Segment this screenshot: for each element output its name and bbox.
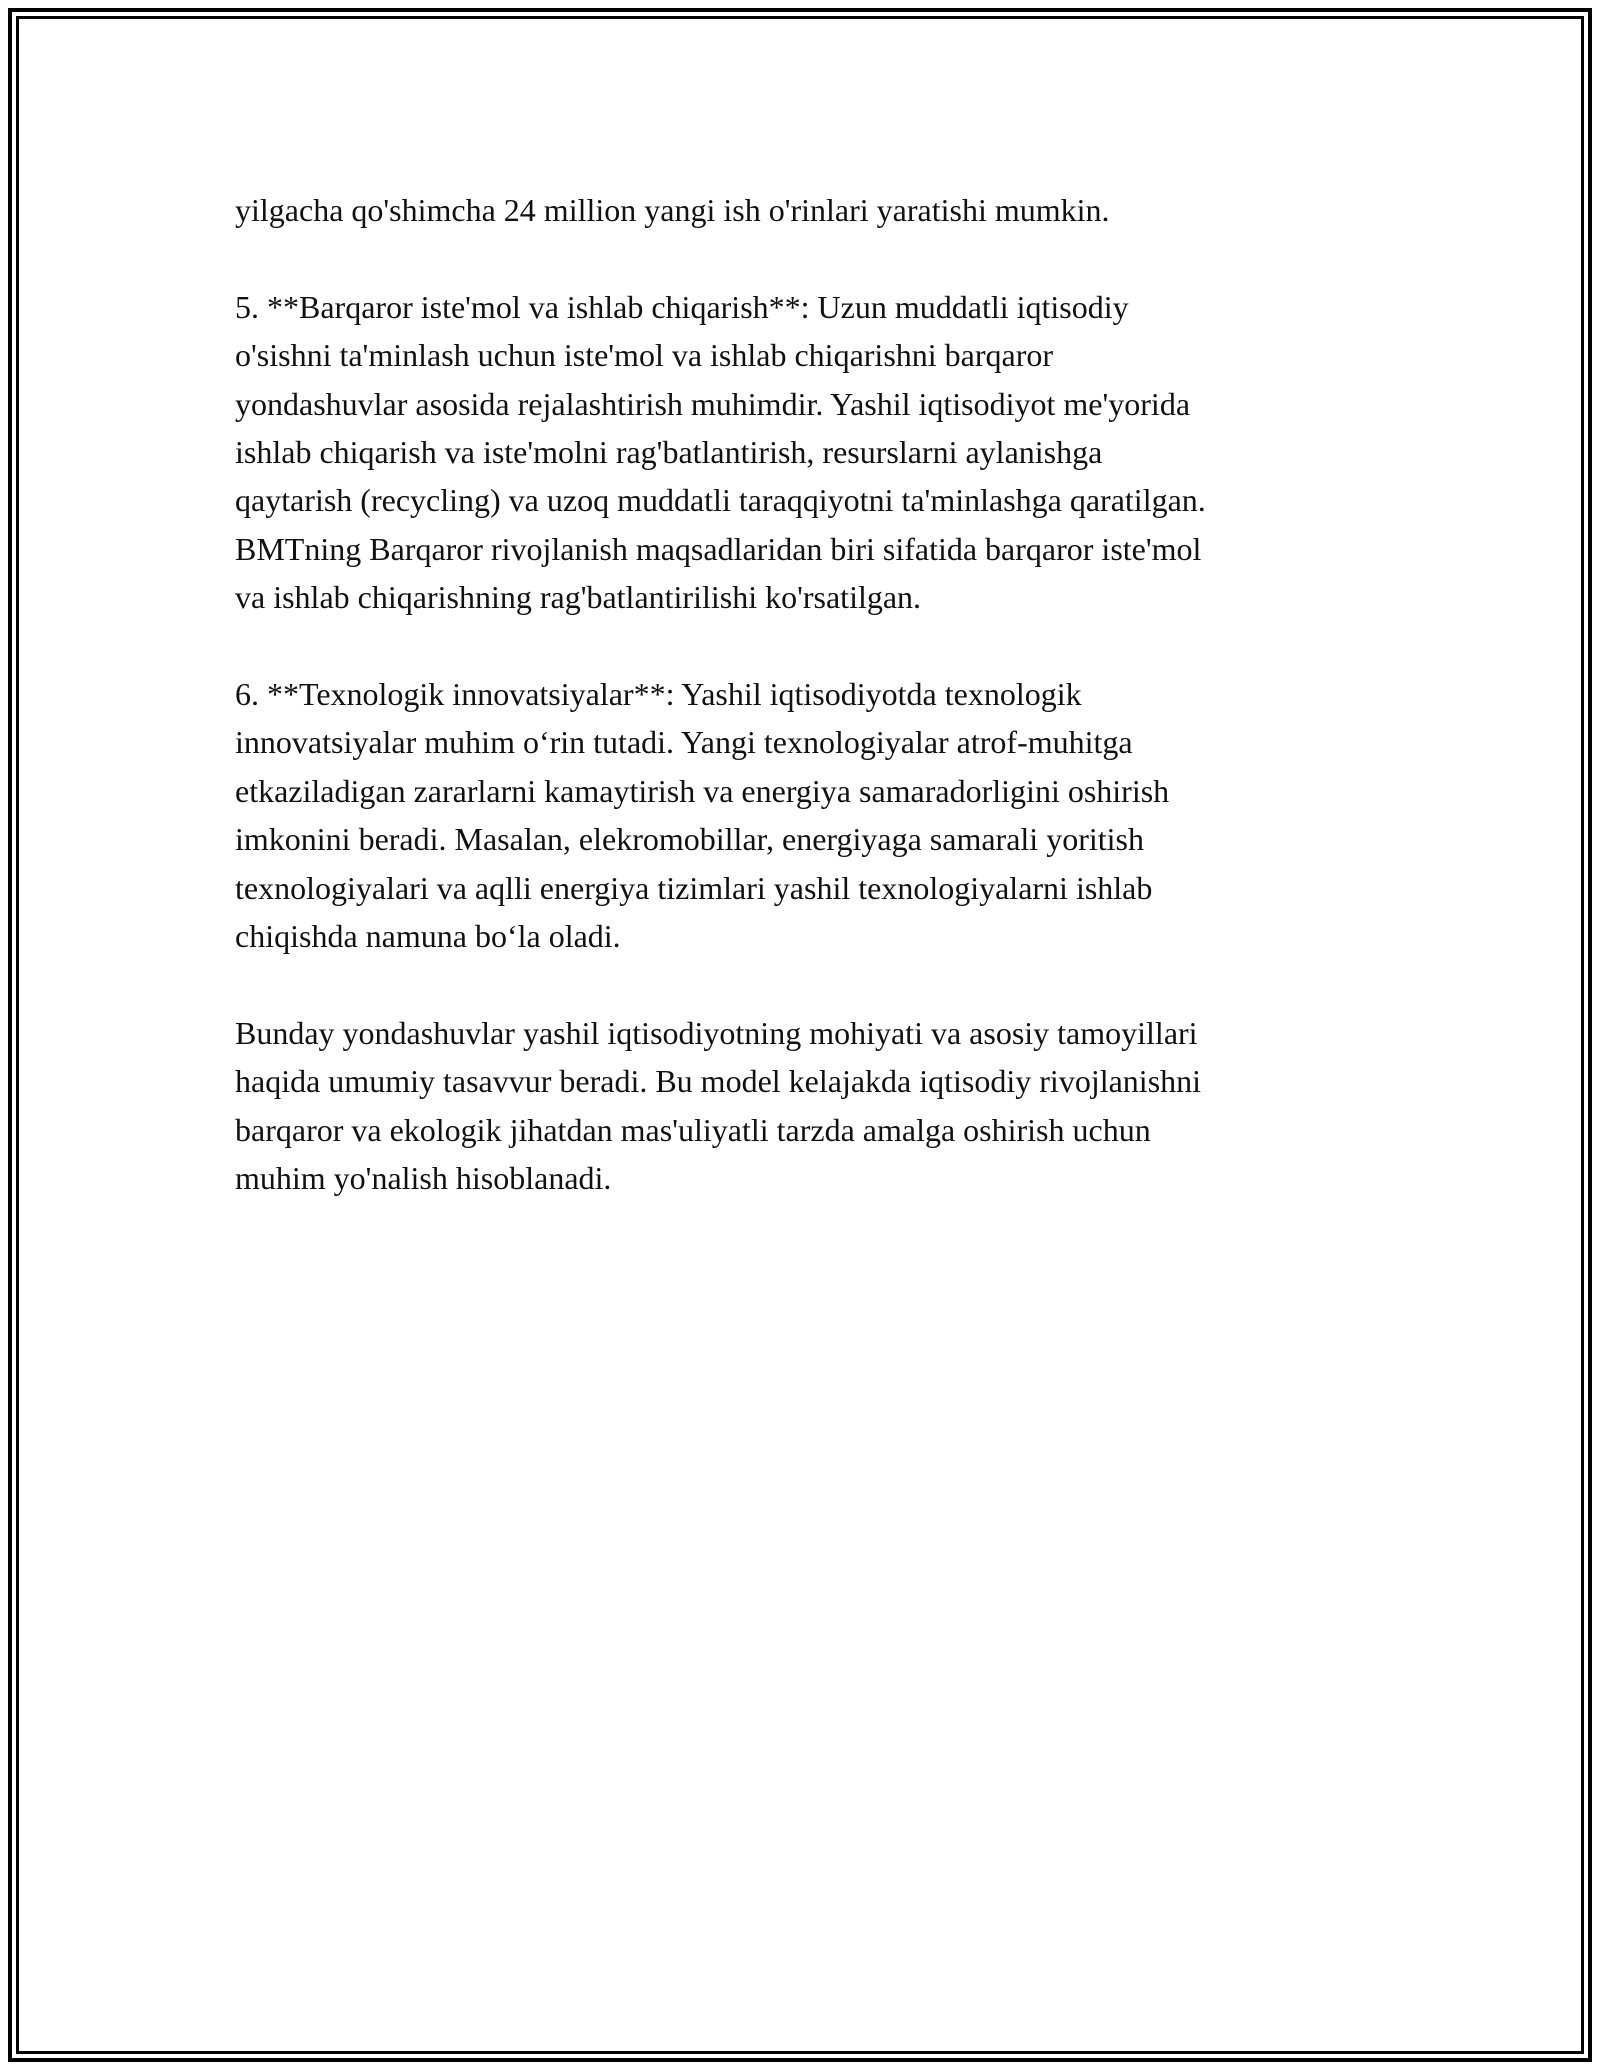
text-line: 5. **Barqaror iste'mol va ishlab chiqarish**: Uzun muddatli iqtisodiy <box>235 288 1129 325</box>
text-line: 6. **Texnologik innovatsiyalar**: Yashil iqtisodiyotda texnologik <box>235 676 1082 713</box>
text-line: etkaziladigan zararlarni kamaytirish va energiya samaradorligini oshirish <box>235 772 1170 809</box>
paragraph-sustainable-consumption <box>235 283 1375 622</box>
paragraph-conclusion <box>235 1009 1375 1203</box>
text-line: barqaror va ekologik jihatdan mas'uliyatli tarzda amalga oshirish uchun <box>235 1111 1151 1148</box>
text-line: Bunday yondashuvlar yashil iqtisodiyotning mohiyati va asosiy tamoyillari <box>235 1014 1198 1051</box>
text-line: muhim yo'nalish hisoblanadi. <box>235 1160 612 1197</box>
text-line: imkonini beradi. Masalan, elekromobillar, energiyaga samarali yoritish <box>235 821 1144 858</box>
paragraph-continuation <box>235 186 1375 234</box>
text-line: haqida umumiy tasavvur beradi. Bu model kelajakda iqtisodiy rivojlanishni <box>235 1063 1202 1100</box>
paragraph-technological-innovations <box>235 670 1375 960</box>
text-line: texnologiyalari va aqlli energiya tizimlari yashil texnologiyalarni ishlab <box>235 869 1153 906</box>
text-line: o'sishni ta'minlash uchun iste'mol va ishlab chiqarishni barqaror <box>235 337 1054 374</box>
text-line: ishlab chiqarish va iste'molni rag'batlantirish, resurslarni aylanishga <box>235 434 1103 471</box>
text-line: va ishlab chiqarishning rag'batlantirilishi ko'rsatilgan. <box>235 579 922 616</box>
text-line: BMTning Barqaror rivojlanish maqsadlaridan biri sifatida barqaror iste'mol <box>235 530 1202 567</box>
text-line: qaytarish (recycling) va uzoq muddatli taraqqiyotni ta'minlashga qaratilgan. <box>235 482 1206 519</box>
text-line: innovatsiyalar muhim o‘rin tutadi. Yangi texnologiyalar atrof-muhitga <box>235 724 1133 761</box>
text-line: yondashuvlar asosida rejalashtirish muhimdir. Yashil iqtisodiyot me'yorida <box>235 385 1191 422</box>
document-body <box>235 186 1375 1251</box>
text-line: chiqishda namuna bo‘la oladi. <box>235 918 621 955</box>
text-line: yilgacha qo'shimcha 24 million yangi ish o'rinlari yaratishi mumkin. <box>235 192 1110 228</box>
